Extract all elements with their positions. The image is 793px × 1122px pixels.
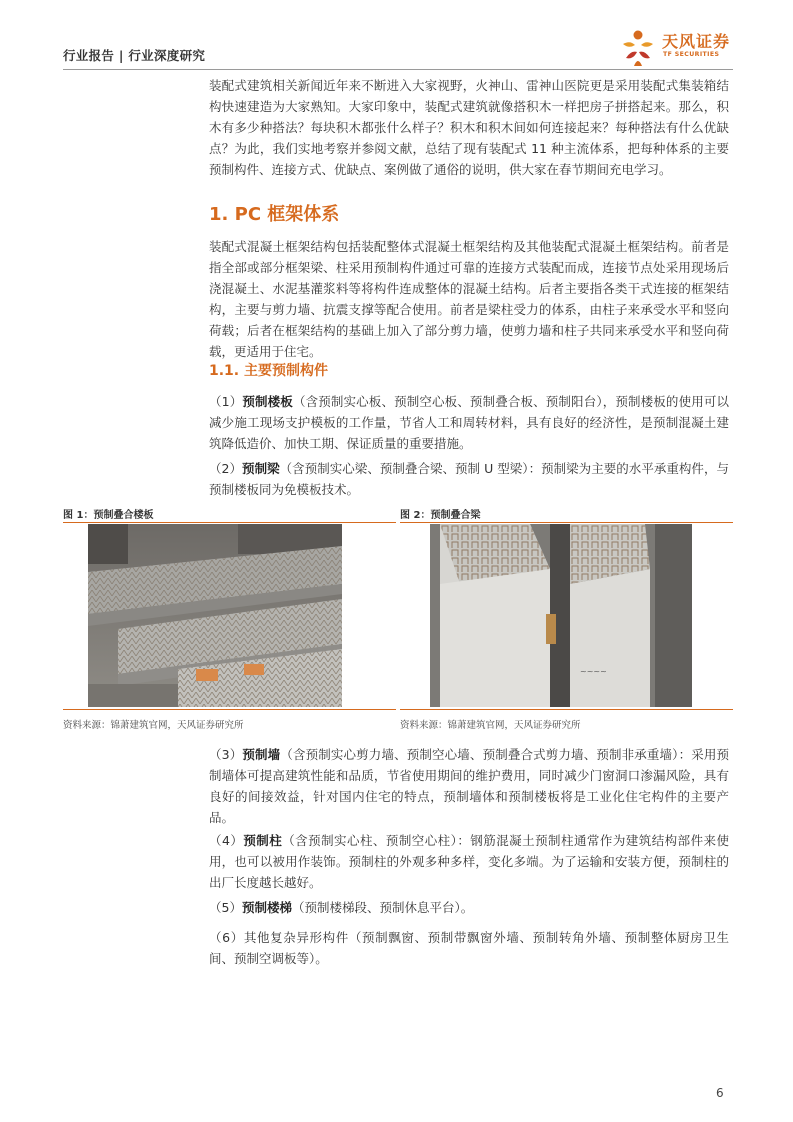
section-paragraph: 装配式混凝土框架结构包括装配整体式混凝土框架结构及其他装配式混凝土框架结构。前者是指全部或部分框架梁、柱采用预制构件通过可靠的连接方式装配而成，连接节点处采用现场后浇混凝土、水泥基灌浆料等将构件连成整体的混凝土结构。后者主要指各类干式连接的框架结构，主要与剪力墙、抗震支撑等配合使用。前者是梁柱受力的体系，由柱子来承受水平和竖向荷载；后者在框架结构的基础上加入了部分剪力墙，使剪力墙和柱子共同来承受水平和竖向荷载，更适用于住宅。 <box>209 239 729 359</box>
beam-photo-icon <box>430 524 692 707</box>
figure-2-source: 资料来源：锦萧建筑官网，天风证券研究所 <box>400 720 581 731</box>
item-prefab-stair <box>209 897 729 918</box>
tf-securities-logo <box>618 28 733 68</box>
figure-2-image <box>430 524 692 707</box>
figure-2-top-rule <box>400 522 733 523</box>
report-type: 行业报告 | 行业深度研究 <box>63 48 206 63</box>
item-prefab-wall <box>209 744 729 828</box>
item-prefab-floor <box>209 391 729 454</box>
page-header <box>63 32 733 68</box>
item-prefab-beam <box>209 458 729 500</box>
page-number: 6 <box>716 1086 724 1100</box>
item-prefab-column <box>209 830 729 893</box>
item-name: 预制柱 <box>243 833 283 848</box>
item-name: 预制楼板 <box>242 394 293 409</box>
item-text: （含预制实心剪力墙、预制空心墙、预制叠合式剪力墙、预制非承重墙）：采用预制墙体可提高建筑性能和品质，节省使用期间的维护费用，同时减少门窗洞口渗漏风险，具有良好的间接效益，针对国内住宅的特点，预制墙体和预制楼板将是工业化住宅构件的主要产品。 <box>209 747 729 825</box>
logo-text-en: TF SECURITIES <box>663 51 720 58</box>
item-text: （含预制实心梁、预制叠合梁、预制 U 型梁）：预制梁为主要的水平承重构件，与预制楼板同为免模板技术。 <box>209 461 729 497</box>
figure-1-image <box>88 524 342 707</box>
logo-text-cn: 天风证券 <box>662 32 731 51</box>
intro-paragraph: 装配式建筑相关新闻近年来不断进入大家视野，火神山、雷神山医院更是采用装配式集装箱结构快速建造为大家熟知。大家印象中，装配式建筑就像搭积木一样把房子拼搭起来。那么，积木有多少种搭法？每块积木都张什么样子？积木和积木间如何连接起来？每种搭法有什么优缺点？为此，我们实地考察并参阅文献，总结了现有装配式 11 种主流体系，把每种体系的主要预制构件、连接方式、优缺点、案例做了通俗的说明，供大家在春节期间充电学习。 <box>209 78 729 177</box>
item-number: （3） <box>209 747 243 762</box>
section-title: 1. PC 框架体系 <box>209 204 340 225</box>
figure-2-caption: 图 2：预制叠合梁 <box>400 510 481 521</box>
item-number: （2） <box>209 461 243 476</box>
figure-2-bottom-rule <box>400 709 733 710</box>
item-text: 其他复杂异形构件（预制飘窗、预制带飘窗外墙、预制转角外墙、预制整体厨房卫生间、预制空调板等）。 <box>209 930 729 966</box>
item-number: （6） <box>209 930 244 945</box>
item-number: （4） <box>209 833 244 848</box>
item-other-components <box>209 927 729 969</box>
figure-1-caption: 图 1：预制叠合楼板 <box>63 510 154 521</box>
item-name: 预制墙 <box>242 747 281 762</box>
figure-1-top-rule <box>63 522 396 523</box>
subsection-title: 1.1. 主要预制构件 <box>209 363 328 379</box>
svg-text:~~~~: ~~~~ <box>580 667 607 676</box>
item-text: （含预制实心板、预制空心板、预制叠合板、预制阳台），预制楼板的使用可以减少施工现场支护模板的工作量，节省人工和周转材料，具有良好的经济性，是预制混凝土建筑降低造价、加快工期、保证质量的重要措施。 <box>209 394 729 451</box>
item-number: （1） <box>209 394 243 409</box>
item-number: （5） <box>209 900 242 915</box>
figure-1-source: 资料来源：锦萧建筑官网，天风证券研究所 <box>63 720 244 731</box>
item-text: （含预制实心柱、预制空心柱）：钢筋混凝土预制柱通常作为建筑结构部件来使用，也可以被用作装饰。预制柱的外观多种多样，变化多端。为了运输和安装方便，预制柱的出厂长度越长越好。 <box>209 833 729 890</box>
item-name: 预制梁 <box>242 461 280 476</box>
header-divider <box>63 69 733 70</box>
item-text: （预制楼梯段、预制休息平台）。 <box>291 900 474 915</box>
figure-1-bottom-rule <box>63 709 396 710</box>
item-name: 预制楼梯 <box>241 900 292 915</box>
slab-photo-icon <box>88 524 342 707</box>
tf-logo-icon <box>618 28 658 68</box>
